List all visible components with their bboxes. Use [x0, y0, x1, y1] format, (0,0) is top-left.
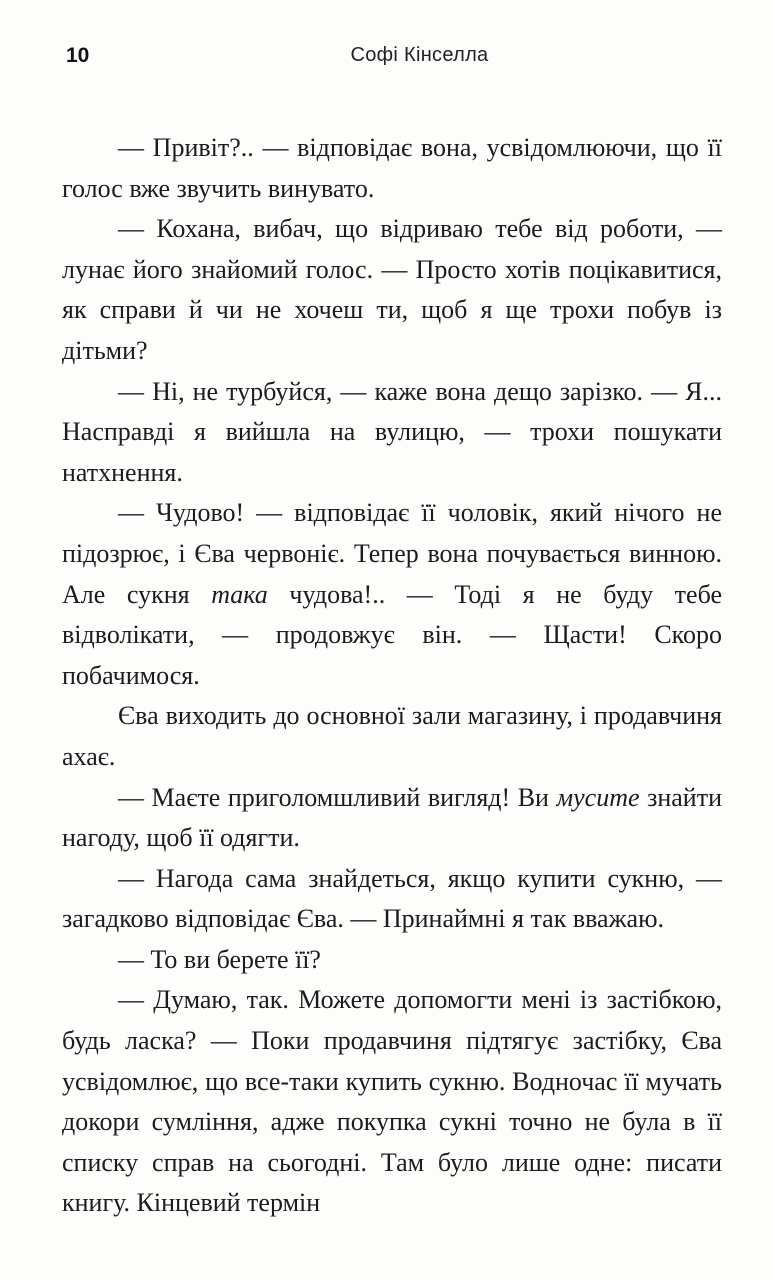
- paragraph: [62, 940, 722, 981]
- text-run: Єва виходить до основної зали магазину, і продавчиня ахає.: [62, 701, 722, 771]
- paragraph: [62, 372, 722, 494]
- text-run: — Нагода сама знайдеться, якщо купити сукню, — загадково відповідає Єва. — Принаймні я так вважаю.: [62, 863, 722, 934]
- text-run: знайти нагоду, щоб її одягти.: [62, 782, 722, 853]
- page-number: 10: [66, 44, 90, 67]
- paragraph: [62, 980, 722, 1224]
- text-run: — Ні, не турбуйся, — каже вона дещо зарізко. — Я... Насправді я вийшла на вулицю, — трохи пошукати натхнення.: [62, 376, 722, 487]
- text-run: — Чудово! — відповідає її чоловік, який нічого не підозрює, і Єва червоніє. Тепер вона почувається винною. Але сукня: [62, 498, 722, 609]
- paragraph: [62, 778, 722, 859]
- text-run: — То ви берете її?: [118, 944, 321, 974]
- paragraph: [62, 493, 722, 696]
- paragraph: [62, 859, 722, 940]
- text-run: — Привіт?.. — відповідає вона, усвідомлюючи, що її голос вже звучить винувато.: [62, 133, 722, 203]
- text-run: — Думаю, так. Можете допомогти мені із застібкою, будь ласка? — Поки продавчиня підтягує застібку, Єва усвідомлює, що все-таки купить сукню. Водночас її мучать докори сумління, адже покупка сукні точно не була в її списку справ на сьогодні. Там було лише одне: писати книгу. Кінцевий термін: [62, 985, 722, 1218]
- paragraph: [62, 209, 722, 371]
- italic-text: мусите: [556, 782, 640, 812]
- text-run: чудова!.. — Тоді я не буду тебе відволікати, — продовжує він. — Щасти! Скоро побачимося.: [62, 579, 723, 690]
- text-run: — Кохана, вибач, що відриваю тебе від роботи, — лунає його знайомий голос. — Просто хотів поцікавитися, як справи й чи не хочеш ти, щоб я ще трохи побув із дітьми?: [62, 214, 722, 365]
- paragraph: [62, 696, 722, 777]
- paragraph: [62, 128, 722, 209]
- italic-text: така: [211, 579, 268, 609]
- running-title: Софі Кінселла: [350, 44, 489, 66]
- text-run: — Маєте приголомшливий вигляд! Ви: [118, 782, 557, 812]
- running-head: [66, 44, 725, 74]
- body-text: [62, 128, 722, 1224]
